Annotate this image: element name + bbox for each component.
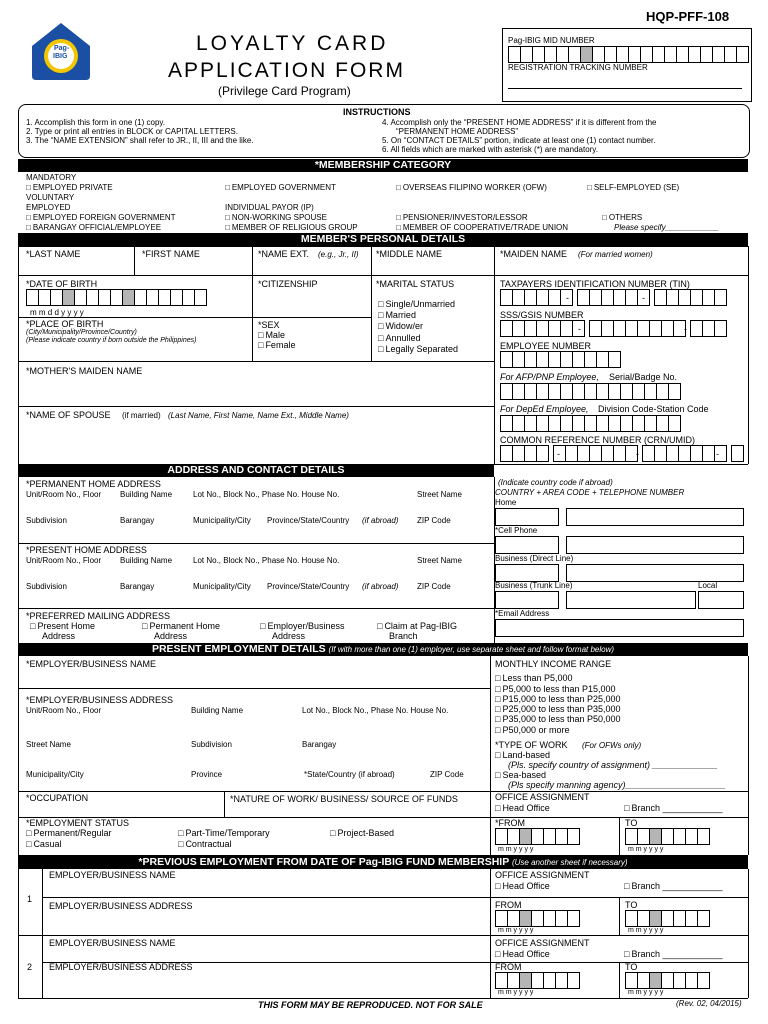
from-boxes[interactable] <box>495 828 579 845</box>
opt-barangay[interactable]: □ BARANGAY OFFICIAL/EMPLOYEE <box>26 223 161 232</box>
deped-label: Division Code-Station Code <box>598 404 709 414</box>
sex-male[interactable]: □ Male <box>258 330 285 340</box>
crn-dash-2: - <box>636 449 639 459</box>
prev1-head[interactable]: □ Head Office <box>495 881 550 891</box>
office-branch[interactable]: □ Branch ____________ <box>624 803 723 813</box>
home-label: Home <box>495 498 517 507</box>
sss-dash-2: - <box>684 324 687 334</box>
present-street: Street Name <box>417 556 462 565</box>
others-specify[interactable]: Please specify____________ <box>614 223 719 232</box>
perm-unit: Unit/Room No., Floor <box>26 490 102 499</box>
income-opt-3[interactable]: □ P15,000 to less than P25,000 <box>495 694 621 704</box>
rtn-label: REGISTRATION TRACKING NUMBER <box>508 63 648 72</box>
local-label: Local <box>698 581 718 590</box>
voluntary-label: VOLUNTARY <box>26 193 75 202</box>
income-opt-6[interactable]: □ P50,000 or more <box>495 725 569 735</box>
pref-permanent-2: Address <box>154 631 188 641</box>
deped-label-italic: For DepEd Employee, <box>500 404 589 414</box>
instruction-4: 4. Accomplish only the “PRESENT HOME ADDRESS” if it is different from the <box>382 118 657 127</box>
citizenship-label: *CITIZENSHIP <box>258 279 318 289</box>
emp-street: Street Name <box>26 740 71 749</box>
prev1-to-boxes[interactable] <box>625 910 709 927</box>
dob-boxes[interactable] <box>26 289 206 306</box>
opt-non-working-spouse[interactable]: □ NON-WORKING SPOUSE <box>225 213 327 222</box>
bus-trunk-local-field[interactable] <box>698 591 744 609</box>
emp-lot: Lot No., Block No., Phase No. House No. <box>302 706 449 715</box>
opt-ofw[interactable]: □ OVERSEAS FILIPINO WORKER (OFW) <box>396 183 547 192</box>
crn-dash-1: - <box>557 449 560 459</box>
pob-hint2: (Please indicate country if born outside the Philippines) <box>26 337 197 344</box>
perm-mun: Municipality/City <box>193 516 251 525</box>
prev1-branch[interactable]: □ Branch ____________ <box>624 881 723 891</box>
pref-claim[interactable]: □ Claim at Pag-IBIG <box>377 621 457 631</box>
marital-married[interactable]: □ Married <box>378 310 416 320</box>
sex-label: *SEX <box>258 320 280 330</box>
opt-religious[interactable]: □ MEMBER OF RELIGIOUS GROUP <box>225 223 358 232</box>
prev2-name-label: EMPLOYER/BUSINESS NAME <box>49 938 176 948</box>
crn-label: COMMON REFERENCE NUMBER (CRN/UMID) <box>500 435 695 445</box>
crn-boxes[interactable] <box>500 445 743 462</box>
logo-text-bottom: IBIG <box>53 53 68 60</box>
emp-address-label: *EMPLOYER/BUSINESS ADDRESS <box>26 695 174 705</box>
instruction-3: 3. The “NAME EXTENSION” shall refer to JR., II, III and the like. <box>26 136 254 145</box>
instruction-5: 5. On “CONTACT DETAILS” portion, indicate at least one (1) contact number. <box>382 136 656 145</box>
pob-label: *PLACE OF BIRTH <box>26 319 104 329</box>
prev2-address-label: EMPLOYER/BUSINESS ADDRESS <box>49 962 193 972</box>
footer-note: THIS FORM MAY BE REPRODUCED. NOT FOR SALE <box>258 1000 483 1010</box>
home-phone-field[interactable] <box>566 508 744 526</box>
work-sea[interactable]: □ Sea-based <box>495 770 546 780</box>
sss-dash-1: - <box>578 324 581 334</box>
tin-dash-1: - <box>566 293 569 303</box>
first-name-label: *FIRST NAME <box>142 249 200 259</box>
instructions-title: INSTRUCTIONS <box>343 107 411 117</box>
spouse-label: *NAME OF SPOUSE <box>26 410 111 420</box>
opt-self-employed[interactable]: □ SELF-EMPLOYED (SE) <box>587 183 679 192</box>
marital-widow[interactable]: □ Widow/er <box>378 321 423 331</box>
perm-address-label: *PERMANENT HOME ADDRESS <box>26 479 161 489</box>
prev1-name-label: EMPLOYER/BUSINESS NAME <box>49 870 176 880</box>
present-abroad: (if abroad) <box>362 582 399 591</box>
opt-cooperative[interactable]: □ MEMBER OF COOPERATIVE/TRADE UNION <box>396 223 568 232</box>
work-land[interactable]: □ Land-based <box>495 750 550 760</box>
tin-boxes[interactable] <box>500 289 726 306</box>
work-type-hint: (For OFWs only) <box>582 741 642 750</box>
dob-format: m m d d y y y y <box>30 308 84 317</box>
present-mun: Municipality/City <box>193 582 251 591</box>
prev1-to-format: m m y y y y <box>628 927 664 934</box>
opt-employed-private[interactable]: □ EMPLOYED PRIVATE <box>26 183 113 192</box>
employment-bar-title: PRESENT EMPLOYMENT DETAILS <box>151 643 326 655</box>
prev1-from-boxes[interactable] <box>495 910 579 927</box>
present-unit: Unit/Room No., Floor <box>26 556 102 565</box>
office-label: OFFICE ASSIGNMENT <box>495 792 590 802</box>
sex-female[interactable]: □ Female <box>258 340 295 350</box>
from-label: *FROM <box>495 818 525 828</box>
ip-label: INDIVIDUAL PAYOR (IP) <box>225 203 314 212</box>
from-format: m m y y y y <box>498 846 534 853</box>
previous-bar-title: *PREVIOUS EMPLOYMENT FROM DATE OF Pag-IBIG FUND MEMBERSHIP <box>138 856 510 868</box>
present-bldg: Building Name <box>120 556 173 565</box>
prev1-from-label: FROM <box>495 900 522 910</box>
email-label: *Email Address <box>495 609 550 618</box>
bus-direct-phone-field[interactable] <box>566 564 744 582</box>
pagibig-logo <box>28 20 94 82</box>
perm-subd: Subdivision <box>26 516 67 525</box>
perm-zip: ZIP Code <box>417 516 451 525</box>
perm-lot: Lot No., Block No., Phase No. House No. <box>193 490 340 499</box>
spouse-format: (Last Name, First Name, Name Ext., Middle Name) <box>168 411 349 420</box>
employee-number-label: EMPLOYEE NUMBER <box>500 341 592 351</box>
spouse-hint: (if married) <box>122 411 161 420</box>
crn-dash-3: - <box>716 449 719 459</box>
income-opt-2[interactable]: □ P5,000 to less than P15,000 <box>495 684 616 694</box>
home-country-field[interactable] <box>495 508 559 526</box>
pref-present[interactable]: □ Present Home <box>30 621 95 631</box>
prev2-to-label: TO <box>625 962 638 972</box>
occupation-label: *OCCUPATION <box>26 793 89 803</box>
work-type-label: *TYPE OF WORK <box>495 740 568 750</box>
income-opt-1[interactable]: □ Less than P5,000 <box>495 673 573 683</box>
opt-foreign-gov[interactable]: □ EMPLOYED FOREIGN GOVERNMENT <box>26 213 176 222</box>
cell-phone-field[interactable] <box>566 536 744 554</box>
prev1-to-label: TO <box>625 900 638 910</box>
pref-mailing-label: *PREFERRED MAILING ADDRESS <box>26 611 171 621</box>
perm-street: Street Name <box>417 490 462 499</box>
status-contractual[interactable]: □ Contractual <box>178 839 231 849</box>
emp-zip: ZIP Code <box>430 770 464 779</box>
prev2-from-boxes[interactable] <box>495 972 579 989</box>
deped-boxes[interactable] <box>500 415 680 432</box>
marital-separated[interactable]: □ Legally Separated <box>378 344 458 354</box>
present-lot: Lot No., Block No., Phase No. House No. <box>193 556 340 565</box>
prev1-office-label: OFFICE ASSIGNMENT <box>495 870 590 880</box>
maiden-name-hint: (For married women) <box>578 250 653 259</box>
perm-bldg: Building Name <box>120 490 173 499</box>
form-title-line2: APPLICATION FORM <box>168 59 405 82</box>
bus-direct-label: Business (Direct Line) <box>495 554 574 563</box>
employment-bar <box>18 643 748 656</box>
prev-row-1-number: 1 <box>27 894 33 904</box>
nature-label: *NATURE OF WORK/ BUSINESS/ SOURCE OF FUNDS <box>230 794 458 804</box>
sss-label: SSS/GSIS NUMBER <box>500 310 584 320</box>
pref-employer-2: Address <box>272 631 306 641</box>
prev-row-2-number: 2 <box>27 962 33 972</box>
pref-claim-2: Branch <box>389 631 418 641</box>
prev1-address-label: EMPLOYER/BUSINESS ADDRESS <box>49 901 193 911</box>
status-project[interactable]: □ Project-Based <box>330 828 394 838</box>
pob-hint1: (City/Municipality/Province/Country) <box>26 329 137 336</box>
pref-permanent[interactable]: □ Permanent Home <box>142 621 220 631</box>
marital-annulled[interactable]: □ Annulled <box>378 333 420 343</box>
bus-trunk-label: Business (Trunk Line) <box>495 581 573 590</box>
status-permanent[interactable]: □ Permanent/Regular <box>26 828 111 838</box>
instruction-4b: “PERMANENT HOME ADDRESS” <box>396 127 519 136</box>
income-opt-5[interactable]: □ P35,000 to less than P50,000 <box>495 714 621 724</box>
mid-number-boxes[interactable] <box>508 46 748 63</box>
afp-label-italic: For AFP/PNP Employee, <box>500 372 599 382</box>
name-ext-label: *NAME EXT. <box>258 249 310 259</box>
opt-others[interactable]: □ OTHERS <box>602 213 642 222</box>
dob-label: *DATE OF BIRTH <box>26 279 98 289</box>
perm-brgy: Barangay <box>120 516 155 525</box>
instruction-2: 2. Type or print all entries in BLOCK or CAPITAL LETTERS. <box>26 127 238 136</box>
bus-trunk-phone-field[interactable] <box>566 591 696 609</box>
emp-prov: Province <box>191 770 223 779</box>
maiden-name-label: *MAIDEN NAME <box>500 249 568 259</box>
pref-present-2: Address <box>42 631 76 641</box>
tin-label: TAXPAYERS IDENTIFICATION NUMBER (TIN) <box>500 279 690 289</box>
emp-name-label: *EMPLOYER/BUSINESS NAME <box>26 659 157 669</box>
marital-status-label: *MARITAL STATUS <box>376 279 455 289</box>
cell-label: *Cell Phone <box>495 526 538 535</box>
afp-boxes[interactable] <box>500 383 680 400</box>
work-sea-hint: (Pls specify manning agency)____________________ <box>508 780 726 790</box>
status-parttime[interactable]: □ Part-Time/Temporary <box>178 828 270 838</box>
work-land-hint: (Pls. specify country of assignment) _____________ <box>508 760 718 770</box>
bus-direct-country-field[interactable] <box>495 564 559 582</box>
present-zip: ZIP Code <box>417 582 451 591</box>
rtn-field[interactable] <box>508 88 742 89</box>
cell-country-field[interactable] <box>495 536 559 554</box>
status-casual[interactable]: □ Casual <box>26 839 61 849</box>
instruction-6: 6. All fields which are marked with asterisk (*) are mandatory. <box>382 145 598 154</box>
email-field[interactable] <box>495 619 744 637</box>
emp-mun: Municipality/City <box>26 770 84 779</box>
logo-text-top: Pag- <box>54 45 70 52</box>
prev2-from-label: FROM <box>495 962 522 972</box>
emp-unit: Unit/Room No., Floor <box>26 706 102 715</box>
present-brgy: Barangay <box>120 582 155 591</box>
form-title-line1: LOYALTY CARD <box>196 32 389 55</box>
opt-pensioner[interactable]: □ PENSIONER/INVESTOR/LESSOR <box>396 213 528 222</box>
opt-employed-government[interactable]: □ EMPLOYED GOVERNMENT <box>225 183 336 192</box>
perm-abroad: (if abroad) <box>362 516 399 525</box>
form-code: HQP-PFF-108 <box>646 9 730 24</box>
previous-bar <box>18 856 748 869</box>
last-name-label: *LAST NAME <box>26 249 81 259</box>
office-head[interactable]: □ Head Office <box>495 803 550 813</box>
emp-brgy: Barangay <box>302 740 337 749</box>
emp-subd: Subdivision <box>191 740 232 749</box>
sss-boxes[interactable] <box>500 320 726 337</box>
personal-bar: MEMBER'S PERSONAL DETAILS <box>18 233 748 246</box>
afp-label: Serial/Badge No. <box>609 372 678 382</box>
prev2-from-format: m m y y y y <box>498 989 534 996</box>
present-address-label: *PRESENT HOME ADDRESS <box>26 545 147 555</box>
prev2-to-boxes[interactable] <box>625 972 709 989</box>
present-prov: Province/State/Country <box>267 582 350 591</box>
tin-dash-2: - <box>642 293 645 303</box>
income-opt-4[interactable]: □ P25,000 to less than P35,000 <box>495 704 621 714</box>
employed-label: EMPLOYED <box>26 203 71 212</box>
employment-bar-sub: (If with more than one (1) employer, use separate sheet and follow format below) <box>328 645 615 654</box>
emp-state: *State/Country (if abroad) <box>304 770 395 779</box>
mother-maiden-label: *MOTHER'S MAIDEN NAME <box>26 366 143 376</box>
membership-bar: *MEMBERSHIP CATEGORY <box>18 159 748 172</box>
name-ext-hint: (e.g., Jr., II) <box>318 250 359 259</box>
emp-status-label: *EMPLOYMENT STATUS <box>26 818 130 828</box>
to-format: m m y y y y <box>628 846 664 853</box>
prev2-head[interactable]: □ Head Office <box>495 949 550 959</box>
middle-name-label: *MIDDLE NAME <box>376 249 443 259</box>
form-subtitle: (Privilege Card Program) <box>218 84 351 98</box>
mandatory-label: MANDATORY <box>26 173 77 182</box>
prev2-branch[interactable]: □ Branch ____________ <box>624 949 723 959</box>
to-label: TO <box>625 818 638 828</box>
prev1-from-format: m m y y y y <box>498 927 534 934</box>
address-bar: ADDRESS AND CONTACT DETAILS <box>18 464 494 477</box>
income-label: MONTHLY INCOME RANGE <box>495 659 612 669</box>
country-format: COUNTRY + AREA CODE + TELEPHONE NUMBER <box>495 488 685 497</box>
perm-prov: Province/State/Country <box>267 516 350 525</box>
present-subd: Subdivision <box>26 582 67 591</box>
pref-employer[interactable]: □ Employer/Business <box>260 621 344 631</box>
country-code-hint: (Indicate country code if abroad) <box>498 478 613 487</box>
previous-bar-sub: (Use another sheet if necessary) <box>511 858 628 867</box>
instruction-1: 1. Accomplish this form in one (1) copy. <box>26 118 166 127</box>
emp-bldg: Building Name <box>191 706 244 715</box>
to-boxes[interactable] <box>625 828 709 845</box>
mid-label: Pag-IBIG MID NUMBER <box>508 36 595 45</box>
bus-trunk-country-field[interactable] <box>495 591 559 609</box>
marital-single[interactable]: □ Single/Unmarried <box>378 299 455 309</box>
prev2-to-format: m m y y y y <box>628 989 664 996</box>
footer-revision: (Rev. 02, 04/2015) <box>676 999 742 1008</box>
prev2-office-label: OFFICE ASSIGNMENT <box>495 938 590 948</box>
employee-number-boxes[interactable] <box>500 351 620 368</box>
